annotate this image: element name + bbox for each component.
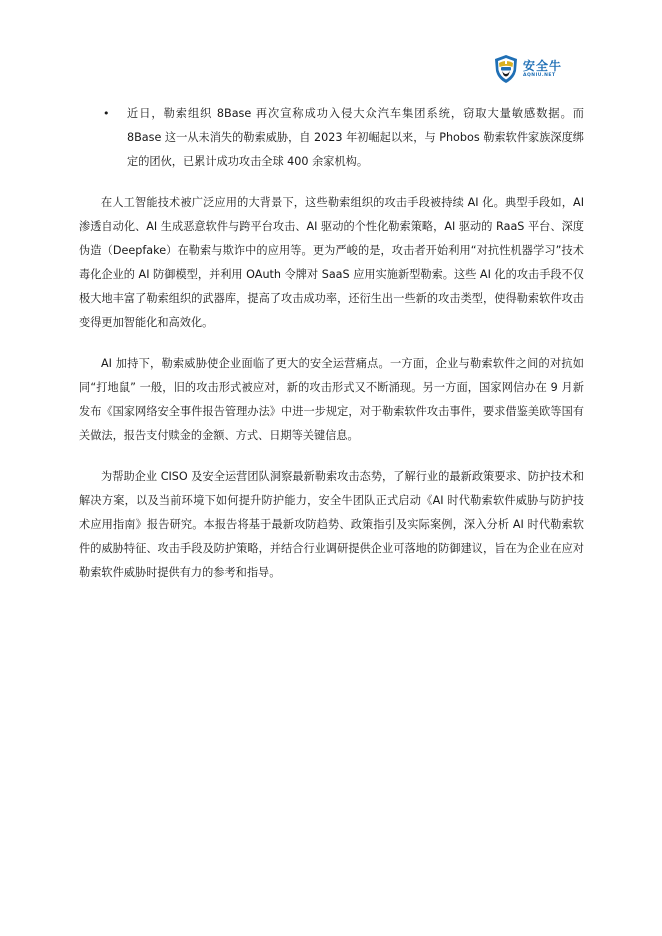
paragraph-security-pain-points: AI 加持下，勒索威胁使企业面临了更大的安全运营痛点。一方面，企业与勒索软件之间的对抗如同“打地鼠” 一般，旧的攻击形式被应对，新的攻击形式又不断涌现。另一方面，国家网信办在 9 月新发布《国家网络安全事件报告管理办法》中进一步规定，对于勒索软件攻击事件，要求借鉴美欧等国有关做法，报告支付赎金的金额、方式、日期等关键信息。 (79, 357, 584, 442)
shield-helmet-icon (493, 54, 519, 84)
brand-logo (493, 54, 573, 84)
bullet-dot: • (103, 107, 110, 120)
paragraph-report-purpose: 为帮助企业 CISO 及安全运营团队洞察最新勒索攻击态势，了解行业的最新政策要求、防护技术和解决方案，以及当前环境下如何提升防护能力，安全牛团队正式启动《AI 时代勒索软件威胁与防护技术应用指南》报告研究。本报告将基于最新攻防趋势、政策指引及实际案例，深入分析 AI 时代勒索软件的威胁特征、攻击手段及防护策略，并结合行业调研提供企业可落地的防御建议，旨在为企业在应对勒索软件威胁时提供有力的参考和指导。 (79, 470, 584, 579)
paragraph-ai-attack-methods: 在人工智能技术被广泛应用的大背景下，这些勒索组织的攻击手段被持续 AI 化。典型手段如，AI 渗透自动化、AI 生成恶意软件与跨平台攻击、AI 驱动的个性化勒索策略，AI 驱动的 RaaS 平台、深度伪造（Deepfake）在勒索与欺诈中的应用等。更为严峻的是，攻击者开始利用“对抗性机器学习”技术毒化企业的 AI 防御模型，并利用 OAuth 令牌对 SaaS 应用实施新型勒索。这些 AI 化的攻击手段不仅极大地丰富了勒索组织的武器库，提高了攻击成功率，还衍生出一些新的攻击类型，使得勒索软件攻击变得更加智能化和高效化。 (79, 196, 584, 329)
article-body (79, 102, 584, 602)
bullet-text: 近日，勒索组织 8Base 再次宣称成功入侵大众汽车集团系统，窃取大量敏感数据。而 8Base 这一从未消失的勒索威胁，自 2023 年初崛起以来，与 Phobos 勒索软件家族深度绑定的团伙，已累计成功攻击全球 400 余家机构。 (127, 107, 584, 168)
bullet-item (79, 102, 584, 174)
logo-title: 安全牛 (523, 59, 563, 73)
logo-subtitle: AQNIU.NET (523, 73, 556, 78)
